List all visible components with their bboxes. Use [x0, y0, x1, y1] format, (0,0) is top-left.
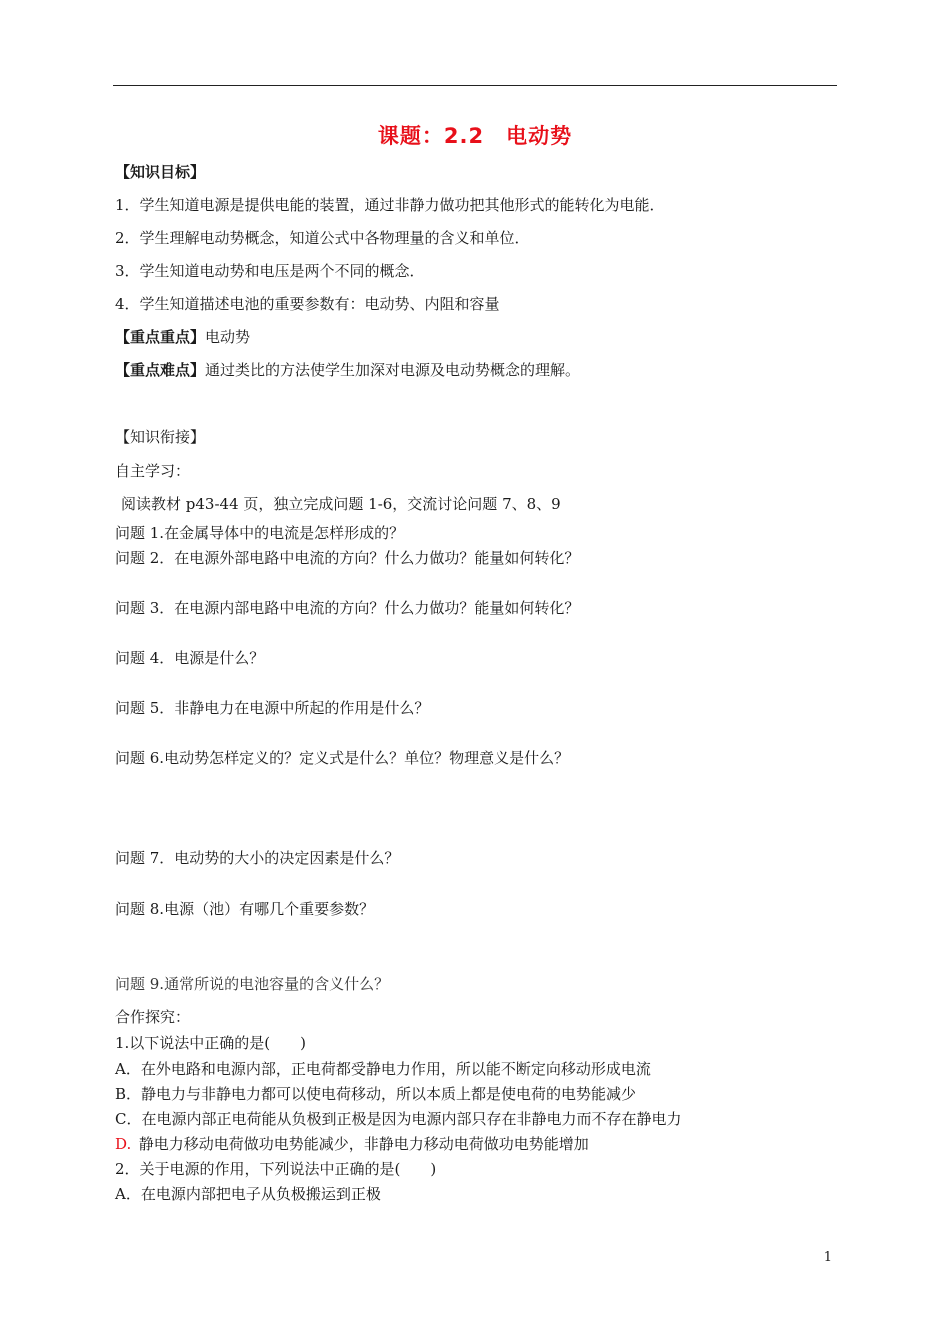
mc2-stem: 2．关于电源的作用，下列说法中正确的是( ) [115, 1160, 437, 1178]
question-item: 问题 8.电源（池）有哪几个重要参数？ [115, 900, 375, 918]
mc1-option-b: B．静电力与非静电力都可以使电荷移动，所以本质上都是使电荷的电势能减少 [115, 1085, 637, 1103]
key-point-label: 【重点重点】 [115, 328, 206, 346]
question-item: 问题 6.电动势怎样定义的？定义式是什么？单位？物理意义是什么？ [115, 749, 570, 767]
mc1-option-d [115, 1134, 589, 1154]
objectives-heading: 【知识目标】 [115, 163, 206, 181]
objective-item: 4．学生知道描述电池的重要参数有：电动势、内阻和容量 [115, 295, 500, 313]
question-item: 问题 7．电动势的大小的决定因素是什么？ [115, 849, 400, 867]
objective-item: 1．学生知道电源是提供电能的装置，通过非静力做功把其他形式的能转化为电能． [115, 196, 665, 214]
coop-label: 合作探究： [115, 1008, 191, 1026]
link-heading: 【知识衔接】 [115, 428, 206, 446]
mc1-option-d-label: D. [115, 1135, 132, 1153]
mc2-option-a: A．在电源内部把电子从负极搬运到正极 [115, 1185, 381, 1203]
mc1-option-d-text: 静电力移动电荷做功电势能减少，非静电力移动电荷做功电势能增加 [138, 1135, 589, 1153]
reading-instruction: 阅读教材 p43-44 页，独立完成问题 1-6，交流讨论问题 7、8、9 [121, 495, 561, 513]
mc1-stem: 1.以下说法中正确的是( ) [115, 1034, 307, 1052]
page-title: 课题：2.2 电动势 [377, 124, 573, 148]
question-item: 问题 3．在电源内部电路中电流的方向？什么力做功？能量如何转化？ [115, 599, 580, 617]
question-item: 问题 5．非静电力在电源中所起的作用是什么？ [115, 699, 430, 717]
difficulty-label: 【重点难点】 [115, 361, 206, 379]
difficulty [115, 360, 580, 380]
question-item: 问题 2．在电源外部电路中电流的方向？什么力做功？能量如何转化？ [115, 549, 580, 567]
mc1-option-a: A．在外电路和电源内部，正电荷都受静电力作用，所以能不断定向移动形成电流 [115, 1060, 651, 1078]
page-number: 1 [823, 1250, 832, 1265]
objective-item: 2．学生理解电动势概念，知道公式中各物理量的含义和单位． [115, 229, 530, 247]
key-point [115, 327, 250, 347]
header-rule [113, 85, 837, 86]
mc1-option-c: C．在电源内部正电荷能从负极到正极是因为电源内部只存在非静电力而不存在静电力 [115, 1110, 682, 1128]
question-item: 问题 9.通常所说的电池容量的含义什么？ [115, 975, 390, 993]
key-point-text: 电动势 [205, 328, 251, 346]
question-item: 问题 4．电源是什么？ [115, 649, 265, 667]
self-study-label: 自主学习： [115, 462, 191, 480]
question-item: 问题 1.在金属导体中的电流是怎样形成的？ [115, 524, 405, 542]
difficulty-text: 通过类比的方法使学生加深对电源及电动势概念的理解。 [205, 361, 581, 379]
objective-item: 3．学生知道电动势和电压是两个不同的概念． [115, 262, 425, 280]
